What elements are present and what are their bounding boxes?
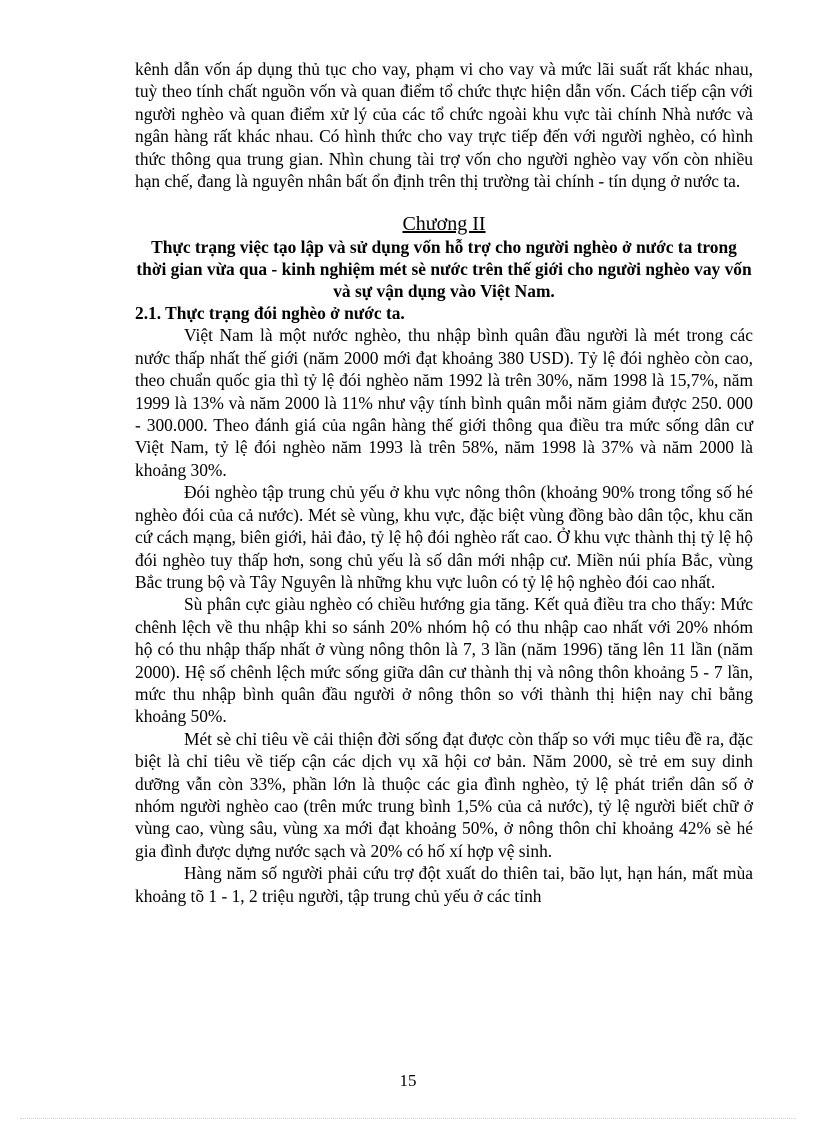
body-paragraph: Mét sè chỉ tiêu về cải thiện đời sống đạt được còn thấp so với mục tiêu đề ra, đặc biệt là chỉ tiêu về tiếp cận các dịch vụ xã hội cơ bản. Năm 2000, sè trẻ em suy dinh dưỡng vẫn còn 33%, phần lớn là thuộc các gia đình nghèo, tỷ lệ phát triển dân số ở nhóm người nghèo cao (trên mức trung bình 1,5% của cả nước), tỷ lệ người biết chữ ở vùng cao, vùng sâu, vùng xa mới đạt khoảng 50%, ở nông thôn chỉ khoảng 42% sè hé gia đình được dựng nước sạch và 20% có hố xí hợp vệ sinh. bbox=[135, 728, 753, 861]
body-paragraph: Việt Nam là một nước nghèo, thu nhập bình quân đầu người là mét trong các nước thấp nhất thế giới (năm 2000 mới đạt khoảng 380 USD). Tỷ lệ đói nghèo còn cao, theo chuẩn quốc gia thì tỷ lệ đói nghèo năm 1992 là trên 30%, năm 1998 là 15,7%, năm 1999 là 13% và năm 2000 là 11% như vậy tính bình quân mỗi năm giảm được 250. 000 - 300.000. Theo đánh giá của ngân hàng thế giới thông qua điều tra mức sống dân cư Việt Nam, tỷ lệ đói nghèo năm 1993 là trên 58%, năm 1998 là 37% và năm 2000 là khoảng 30%. bbox=[135, 325, 753, 480]
document-page bbox=[135, 58, 753, 907]
chapter-title: Chương II bbox=[402, 213, 486, 236]
body-paragraph: Sù phân cực giàu nghèo có chiều hướng gia tăng. Kết quả điều tra cho thấy: Mức chênh lệch về thu nhập khi so sánh 20% nhóm hộ có thu nhập cao nhất với 20% nhóm hộ có thu nhập thấp nhất ở vùng nông thôn là 7, 3 lần (năm 1996) tăng lên 11 lần (năm 2000). Hệ số chênh lệch mức sống giữa dân cư thành thị và nông thôn khoảng 5 - 7 lần, mức thu nhập bình quân đầu người ở nông thôn so với thành thị hiện nay chỉ bằng khoảng 50%. bbox=[135, 594, 753, 727]
chapter-subtitle: Thực trạng việc tạo lập và sử dụng vốn hỗ trợ cho người nghèo ở nước ta trong thời gian vừa qua - kinh nghiệm mét sè nước trên thế giới cho người nghèo vay vốn và sự vận dụng vào Việt Nam. bbox=[136, 237, 752, 302]
body-paragraph: Đói nghèo tập trung chủ yếu ở khu vực nông thôn (khoảng 90% trong tổng số hé nghèo đói của cả nước). Mét sè vùng, khu vực, đặc biệt vùng đồng bào dân tộc, khu căn cứ cách mạng, biên giới, hải đảo, tỷ lệ hộ đói nghèo rất cao. Ở khu vực thành thị tỷ lệ hộ đói nghèo tuy thấp hơn, song chủ yếu là số dân mới nhập cư. Miền núi phía Bắc, vùng Bắc trung bộ và Tây Nguyên là những khu vực luôn có tỷ lệ hộ nghèo đói cao nhất. bbox=[135, 482, 753, 592]
chapter-title-wrapper bbox=[135, 212, 753, 236]
section-heading: 2.1. Thực trạng đói nghèo ở nước ta. bbox=[135, 303, 405, 324]
footer-divider bbox=[20, 1118, 796, 1119]
body-paragraph: Hàng năm số người phải cứu trợ đột xuất do thiên tai, bão lụt, hạn hán, mất mùa khoảng tõ 1 - 1, 2 triệu người, tập trung chủ yếu ở các tỉnh bbox=[135, 863, 753, 906]
intro-paragraph: kênh dẫn vốn áp dụng thủ tục cho vay, phạm vi cho vay và mức lãi suất rất khác nhau, tuỳ theo tính chất nguồn vốn và quan điểm tổ chức thực hiện dẫn vốn. Cách tiếp cận với người nghèo và quan điểm xử lý của các tổ chức ngoài khu vực tài chính Nhà nước và ngân hàng rất khác nhau. Có hình thức cho vay trực tiếp đến với người nghèo, có hình thức thông qua trung gian. Nhìn chung tài trợ vốn cho người nghèo vay vốn còn nhiều hạn chế, đang là nguyên nhân bất ổn định trên thị trường tài chính - tín dụng ở nước ta. bbox=[135, 59, 753, 192]
page-number: 15 bbox=[399, 1071, 417, 1090]
